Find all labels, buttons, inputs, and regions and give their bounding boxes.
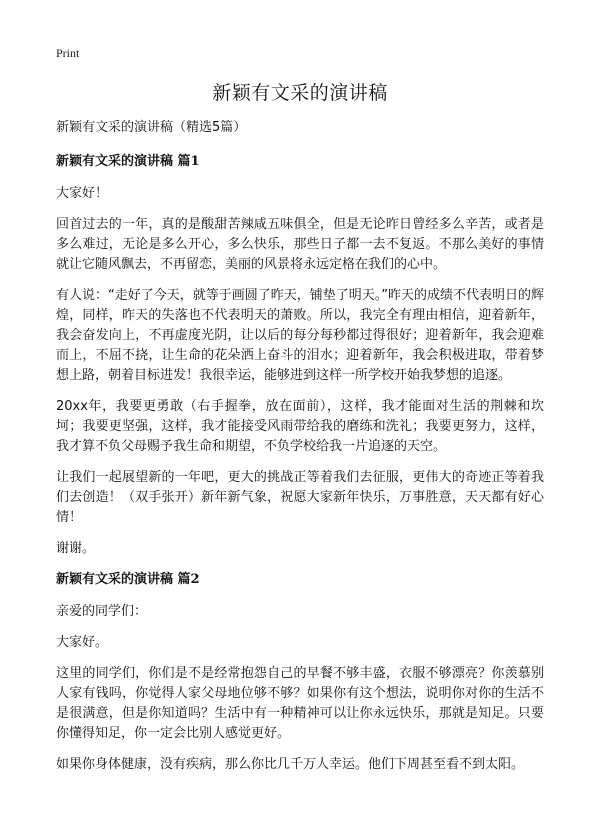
paragraph: 回首过去的一年，真的是酸甜苦辣咸五味俱全，但是无论昨日曾经多么辛苦，或者是多么难过，无论是多么开心，多么快乐，那些日子都一去不复返。不那么美好的事情就让它随风飘去，不再留恋，美丽的风景将永远定格在我们的心中。 xyxy=(56,217,544,272)
paragraph: 这里的同学们，你们是不是经常抱怨自己的早餐不够丰盛，衣服不够漂亮？你羡慕别人家有钱吗，你觉得人家父母地位够不够？如果你有这个想法，说明你对你的生活不是很满意，但是你知道吗？生活中有一种精神可以让你永远快乐，那就是知足。只要你懂得知足，你一定会比别人感觉更好。 xyxy=(56,666,544,741)
paragraph: 谢谢。 xyxy=(56,541,96,556)
paragraph: 有人说：“走好了今天，就等于画圆了昨天，铺垫了明天。”昨天的成绩不代表明日的辉煌，同样，昨天的失落也不代表明天的萧败。所以，我完全有理由相信，迎着新年，我会奋发向上，不再虚度光阴，让以后的每分每秒都过得很好；迎着新年，我会迎难而上，不屈不挠，让生命的花朵洒上奋斗的泪水；迎着新年，我会积极进取，带着梦想上路，朝着目标进发！我很幸运，能够进到这样一所学校开始我梦想的追逐。 xyxy=(56,288,544,383)
section-heading: 新颖有文采的演讲稿 篇1 xyxy=(56,154,200,169)
paragraph: 20xx年，我要更勇敢（右手握拳，放在面前），这样，我才能面对生活的荆棘和坎坷；我要更坚强，这样，我才能接受风雨带给我的磨练和洗礼；我要更努力，这样，我才算不负父母赐予我生命和期望，不负学校给我一片追逐的天空。 xyxy=(56,399,544,454)
paragraph: 让我们一起展望新的一年吧，更大的挑战正等着我们去征服，更伟大的奇迹正等着我们去创造！（双手张开）新年新气象，祝愿大家新年快乐，万事胜意，天天都有好心情！ xyxy=(56,470,544,525)
print-link[interactable]: Print xyxy=(56,46,80,60)
section-heading: 新颖有文采的演讲稿 篇2 xyxy=(56,572,200,587)
document-subtitle: 新颖有文采的演讲稿（精选5篇） xyxy=(56,120,247,135)
page-title: 新颖有文采的演讲稿 xyxy=(212,82,388,104)
section-2 xyxy=(56,570,544,775)
paragraph: 如果你身体健康，没有疾病，那么你比几千万人幸运。他们下周甚至看不到太阳。 xyxy=(56,757,525,772)
paragraph: 大家好！ xyxy=(56,186,109,201)
paragraph: 大家好。 xyxy=(56,635,109,650)
paragraph: 亲爱的同学们： xyxy=(56,604,148,619)
document-body xyxy=(56,118,544,786)
section-1 xyxy=(56,152,544,559)
